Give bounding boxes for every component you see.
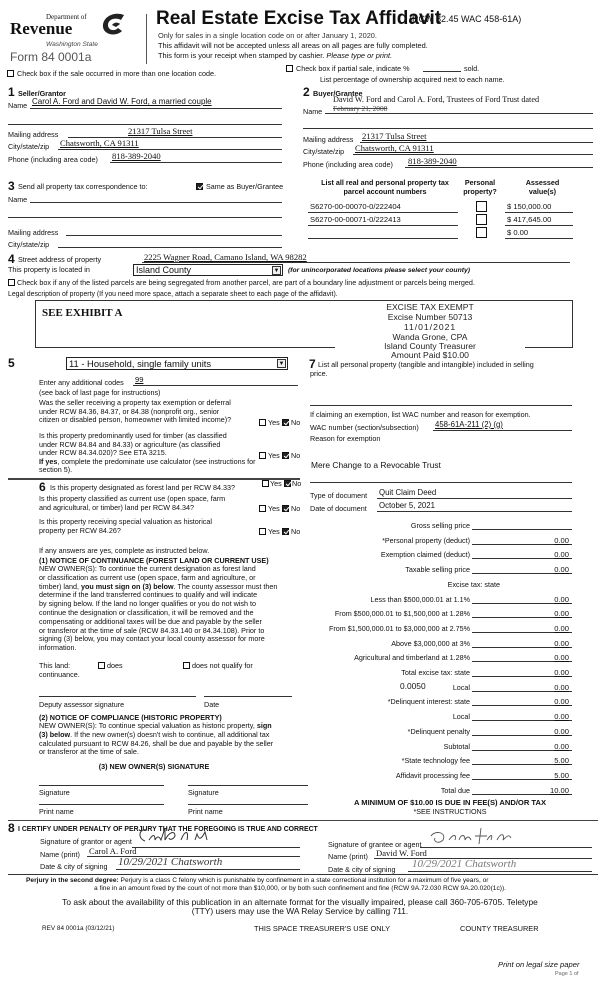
yes-label: Yes [270, 479, 282, 488]
subtitle-3 [158, 51, 392, 60]
personal-property-label: List all personal property (tangible and intangible) included in selling [318, 360, 534, 369]
grantee-date-field[interactable]: 10/29/2021 Chatsworth [412, 858, 517, 870]
buyer-name-field-2[interactable]: February 21, 2008 [333, 104, 388, 113]
parcel-number-field[interactable] [308, 238, 458, 239]
street-label: Street address of property [18, 255, 102, 264]
corr-name-field[interactable] [30, 202, 282, 203]
corr-mailing-label: Mailing address [8, 228, 59, 237]
buyer-city-label: City/state/zip [303, 147, 345, 156]
fee-label: Local [452, 682, 470, 692]
partial-sale-label: Check box if partial sale, indicate % [296, 64, 410, 73]
dor-logo-swirl-icon [98, 11, 128, 37]
print-name-label: Print name [39, 807, 74, 816]
notice-line: determine if the land transferred continues to qualify and will indicate [39, 590, 258, 600]
accessibility-line-1: To ask about the availability of this publication in an alternate format for the visually impaired, please call 360-705-6705. Teletype [62, 897, 538, 907]
buyer-mailing-field[interactable]: 21317 Tulsa Street [362, 131, 427, 141]
q-historical [39, 518, 212, 535]
page-number: Page 1 of [555, 971, 579, 977]
use-code-select[interactable] [66, 357, 288, 370]
fee-label: *Delinquent interest: state [387, 697, 470, 707]
multi-location-label: Check box if the sale occurred in more than one location code. [17, 69, 216, 78]
stamp-line: Excise Number 50713 [387, 312, 473, 322]
logo-state: Washington State [46, 41, 98, 48]
stamp-line: Wanda Grone, CPA [392, 332, 468, 342]
forest-yes-checkbox[interactable] [262, 480, 269, 487]
wac-field[interactable]: 458-61A-211 (2) (g) [435, 420, 503, 429]
q-line: Is this property receiving special valuation as historical [39, 517, 212, 526]
buyer-name-line [325, 113, 593, 114]
doc-date-line [377, 511, 572, 512]
buyer-city-field[interactable]: Chatsworth, CA 91311 [355, 143, 434, 153]
notice-line: signing (3) below, you may contact your local county assessor for more [39, 634, 265, 644]
subtitle-3-text: This form is your receipt when stamped by cashier. [158, 51, 325, 60]
buyer-mailing-label: Mailing address [303, 135, 354, 144]
same-as-buyer-label: Same as Buyer/Grantee [206, 182, 284, 191]
section-1-number: 1 [8, 85, 15, 99]
buyer-phone-label: Phone (including area code) [303, 160, 393, 169]
personal-property-header: Personal property? [463, 178, 497, 196]
parcel-number-line [308, 225, 458, 226]
street-field[interactable]: 2225 Wagner Road, Camano Island, WA 98282 [144, 252, 307, 262]
no-label: No [291, 418, 301, 427]
owner-print-name-field-1[interactable] [39, 804, 164, 805]
partial-percent-field[interactable] [423, 71, 461, 72]
fee-label: Above $3,000,000 at 3% [391, 638, 470, 648]
notice-line: by signing below. If the land no longer qualifies or you do not wish to [39, 599, 256, 609]
tax-exemption-no-checkbox[interactable] [282, 419, 289, 426]
grantee-date-line [408, 871, 592, 872]
exemption-label: If claiming an exemption, list WAC number and reason for exemption. [310, 410, 531, 419]
assessed-value-field[interactable]: $ 150,000.00 [507, 202, 552, 211]
certify-statement: I CERTIFY UNDER PENALTY OF PERJURY THAT THE FOREGOING IS TRUE AND CORRECT [18, 826, 318, 833]
fee-label: Excise tax: state [447, 579, 500, 589]
deputy-date-field[interactable] [204, 696, 292, 697]
section-divider [8, 478, 300, 480]
assessed-value-field[interactable]: $ 0.00 [507, 228, 529, 237]
notice-text: NEW OWNER(S): To continue special valuation as historic property, [39, 721, 257, 730]
assessed-value-header: Assessed value(s) [525, 178, 560, 196]
notice-line: or classification as current use (open space, farm and agriculture, or [39, 572, 256, 582]
if-yes-text: , complete the predominate use calculator (see instructions for [57, 456, 256, 466]
historical-yes-checkbox[interactable] [259, 528, 266, 535]
deputy-date-label: Date [204, 700, 220, 709]
fee-value-field[interactable]: 0.00 [554, 653, 569, 663]
fee-value-field[interactable]: 5.00 [554, 756, 569, 766]
partial-sale-suffix: sold. [464, 64, 480, 73]
legal-size-note: Print on legal size paper [498, 960, 580, 969]
personal-property-checkbox[interactable] [476, 201, 487, 212]
no-label: No [292, 479, 302, 488]
owner-print-name-field-2[interactable] [188, 804, 308, 805]
grantor-signature-label: Signature of grantor or agent [40, 837, 132, 846]
no-label: No [291, 504, 301, 513]
footer-divider [8, 874, 598, 875]
buyer-city-line [353, 154, 593, 155]
grantee-name-field[interactable]: David W. Ford [376, 848, 427, 858]
section-5-number: 5 [8, 356, 15, 370]
notice-line: compensating or additional taxes will be due and payable by the seller [39, 616, 262, 626]
buyer-phone-field[interactable]: 818-389-2040 [408, 156, 457, 166]
segregated-label: Check box if any of the listed parcels are being segregated from another parcel, are part of a boundary line adjustment or parcels being merged. [17, 278, 475, 287]
form-title-ref: (RCW 82.45 WAC 458-61A) [409, 14, 522, 24]
legal-label: Legal description of property (If you need more space, attach a separate sheet to each page of the affidavit). [8, 291, 338, 298]
multi-location-checkbox[interactable] [7, 70, 14, 77]
notice-line: or transferor at the time of sale. [39, 747, 139, 757]
correspondence-label: Send all property tax correspondence to: [18, 182, 148, 191]
q-line: under RCW 84.84 and 84.33) or agriculture (as classified [39, 439, 221, 449]
revision-number: REV 84 0001a (03/12/21) [42, 925, 115, 932]
seller-city-label: City/state/zip [8, 142, 50, 151]
fee-label: Less than $500,000.01 at 1.1% [370, 594, 470, 604]
ownership-note: List percentage of ownership acquired next to each name. [320, 75, 505, 84]
chevron-down-icon: ▼ [273, 268, 280, 274]
located-label: This property is located in [8, 265, 90, 274]
fee-value-field[interactable]: 0.00 [554, 726, 569, 736]
corr-name-line-2[interactable] [8, 217, 282, 218]
doc-type-label: Type of document [310, 491, 368, 500]
same-as-buyer-checkbox[interactable] [196, 183, 203, 190]
fee-value-field[interactable]: 0.00 [554, 638, 569, 648]
tax-exemption-yes-checkbox[interactable] [259, 419, 266, 426]
no-label: No [291, 451, 301, 460]
partial-sale-checkbox[interactable] [286, 65, 293, 72]
fee-label: Total excise tax: state [401, 668, 470, 677]
section-3-number: 3 [8, 179, 15, 193]
if-any-note: If any answers are yes, complete as instructed below. [39, 546, 210, 555]
seller-name-line-2 [8, 124, 282, 125]
q-line: Is this property classified as current use (open space, farm [39, 494, 226, 503]
seller-name-field[interactable]: Carol A. Ford and David W. Ford, a married couple [32, 97, 212, 106]
forest-no-checkbox[interactable] [284, 480, 291, 487]
notice-line: information. [39, 643, 77, 653]
fee-value-field[interactable]: 0.00 [554, 565, 569, 575]
fee-label: Agricultural and timberland at 1.28% [354, 653, 470, 663]
personal-property-label-2: price. [310, 369, 328, 378]
grantor-date-line [116, 869, 300, 870]
section-6-number: 6 [39, 480, 46, 494]
seller-phone-line [110, 162, 282, 163]
local-rate: 0.0050 [400, 680, 426, 691]
fee-label: Local [452, 712, 470, 722]
fee-label: Subtotal [443, 741, 470, 751]
corr-mailing-field[interactable] [66, 235, 282, 236]
q-line: section 5). [39, 465, 73, 474]
personal-property-checkbox[interactable] [476, 214, 487, 225]
continuance-label: continuance. [39, 670, 80, 679]
section-7-number: 7 [309, 357, 316, 371]
personal-property-field[interactable] [310, 405, 572, 406]
yes-label: Yes [268, 527, 280, 536]
header-divider [146, 14, 147, 64]
corr-name-label: Name [8, 195, 28, 204]
notice-bold: you must sign on (3) below [80, 581, 174, 591]
fee-label: From $500,000.01 to $1,500,000 at 1.28% [334, 609, 470, 619]
additional-codes-label: Enter any additional codes [39, 378, 124, 387]
seller-heading: Seller/Grantor [18, 89, 66, 98]
grantor-signature-line [132, 847, 300, 848]
owner-signature-field-2[interactable] [188, 785, 308, 786]
parcel-header: List all real and personal property tax parcel account numbers [321, 178, 449, 196]
notice-line: continue the designation or classification, it will be removed and the [39, 607, 254, 617]
fee-label: *Personal property (deduct) [382, 535, 470, 545]
deputy-signature-field[interactable] [39, 696, 196, 697]
seller-name-line [30, 108, 282, 109]
timber-no-checkbox[interactable] [282, 452, 289, 459]
does-qualify-checkbox[interactable] [98, 662, 105, 669]
reason-label: Reason for exemption [310, 434, 381, 443]
grantor-signature[interactable] [135, 826, 225, 846]
seller-phone-label: Phone (including area code) [8, 155, 98, 164]
fee-value-field[interactable]: 0.00 [554, 623, 569, 633]
if-yes-bold: If yes [39, 456, 58, 466]
notice-text: . The county assessor must then [173, 581, 278, 591]
grantor-date-field[interactable]: 10/29/2021 Chatsworth [118, 856, 223, 868]
does-not-qualify-checkbox[interactable] [183, 662, 190, 669]
grantor-name-label: Name (print) [40, 850, 80, 859]
corr-city-field[interactable] [58, 247, 282, 248]
signature-label: Signature [39, 788, 70, 797]
fee-label: Exemption claimed (deduct) [380, 550, 470, 560]
buyer-phone-line [405, 167, 593, 168]
fee-value-field[interactable]: 5.00 [554, 770, 569, 780]
grantee-signature-line [420, 847, 592, 848]
q-line: citizen or disabled person, homeowner with limited income)? [39, 415, 232, 424]
no-label: No [291, 527, 301, 536]
notice-text: . If the new owner(s) doesn't wish to continue, all additional tax [70, 729, 270, 739]
assessed-value-line [505, 238, 573, 239]
grantee-name-label: Name (print) [328, 852, 368, 861]
fee-label: Taxable selling price [405, 565, 470, 575]
personal-property-checkbox[interactable] [476, 227, 487, 238]
grantee-signature[interactable] [425, 826, 525, 848]
yes-label: Yes [268, 451, 280, 460]
stamp-line: 11/01/2021 [403, 322, 457, 332]
parcel-number-field[interactable]: S6270-00-00071-0/222413 [310, 215, 401, 224]
fee-value-field[interactable]: 0.00 [554, 712, 569, 722]
q-line: Was the seller receiving a property tax exemption or deferral [39, 398, 231, 407]
segregated-checkbox[interactable] [8, 279, 15, 286]
reason-field[interactable]: Mere Change to a Revocable Trust [311, 460, 441, 470]
fee-label: Gross selling price [410, 521, 470, 530]
does-label: does [107, 661, 123, 670]
notice-continuance-title: (1) NOTICE OF CONTINUANCE (FOREST LAND OR CURRENT USE) [39, 556, 269, 565]
street-line [142, 262, 570, 263]
stamp-line: EXCISE TAX EXEMPT [386, 302, 474, 312]
doc-type-field[interactable]: Quit Claim Deed [379, 488, 437, 497]
notice-bold: (3) below [39, 729, 71, 739]
fee-value-field[interactable]: 0.00 [554, 609, 569, 619]
additional-codes-line [133, 385, 298, 386]
stamp-line: Amount Paid $10.00 [391, 350, 469, 360]
assessed-value-field[interactable]: $ 417,645.00 [507, 215, 552, 224]
q-line: and agricultural, or timber) land per RCW 84.34? [39, 502, 195, 512]
see-back-note: (see back of last page for instructions) [39, 388, 161, 397]
county-note: (for unincorporated locations please select your county) [288, 267, 471, 274]
grantor-date-label: Date & city of signing [40, 862, 108, 871]
legal-description: SEE EXHIBIT A [42, 307, 123, 319]
fee-label: *State technology fee [401, 756, 470, 766]
parcel-number-field[interactable]: S6270-00-00070-0/222404 [310, 202, 401, 211]
timber-yes-checkbox[interactable] [259, 452, 266, 459]
owner-signature-field-1[interactable] [39, 785, 164, 786]
buyer-name-field[interactable]: David W. Ford and Carol A. Ford, Trustees of Ford Trust dated [333, 95, 540, 104]
buyer-name-line-2 [303, 128, 593, 129]
section-8-number: 8 [8, 821, 15, 835]
q-forest-land: Is this property designated as forest land per RCW 84.33? [50, 483, 235, 492]
see-instructions: *SEE INSTRUCTIONS [413, 807, 487, 816]
q-line: property per RCW 84.26? [39, 525, 121, 535]
fee-label: *Delinquent penalty [407, 726, 470, 736]
fee-line [472, 529, 572, 530]
minimum-note: A MINIMUM OF $10.00 IS DUE IN FEE(S) AND/OR TAX [353, 798, 547, 807]
fee-value-field[interactable]: 0.00 [554, 697, 569, 707]
seller-city-field[interactable]: Chatsworth, CA 91311 [60, 138, 139, 148]
q-line: Is this property predominantly used for timber (as classified [39, 431, 227, 440]
current-use-yes-checkbox[interactable] [259, 505, 266, 512]
current-use-no-checkbox[interactable] [282, 505, 289, 512]
yes-label: Yes [268, 504, 280, 513]
q-current-use [39, 495, 225, 512]
historical-no-checkbox[interactable] [282, 528, 289, 535]
buyer-heading: Buyer/Grantee [313, 89, 363, 98]
notice-compliance-text [39, 722, 273, 757]
seller-name-label: Name [8, 101, 28, 110]
notice-compliance-title: (2) NOTICE OF COMPLIANCE (HISTORIC PROPERTY) [39, 713, 222, 722]
parcel-number-line [308, 212, 458, 213]
fee-value-field[interactable]: 0.00 [554, 741, 569, 751]
print-name-label: Print name [188, 807, 223, 816]
subtitle-3-italic: Please type or print. [326, 51, 393, 60]
chevron-down-icon: ▼ [278, 361, 285, 367]
wac-line [433, 430, 572, 431]
form-title: Real Estate Excise Tax Affidavit [156, 8, 442, 29]
fee-label: Affidavit processing fee [395, 770, 470, 780]
fee-value-field[interactable]: 0.00 [554, 682, 569, 692]
fee-value-field[interactable]: 0.00 [554, 668, 569, 677]
signature-label: Signature [188, 788, 219, 797]
new-owner-signature-title: (3) NEW OWNER(S) SIGNATURE [98, 762, 210, 771]
use-code-value: 11 - Household, single family units [69, 358, 212, 369]
does-not-label: does not qualify for [192, 661, 253, 670]
doc-date-label: Date of document [310, 504, 367, 513]
subtitle-1: Only for sales in a single location code on or after January 1, 2020. [158, 31, 377, 40]
logo-name: Revenue [10, 19, 73, 38]
doc-date-field[interactable]: October 5, 2021 [379, 501, 435, 510]
seller-mailing-label: Mailing address [8, 130, 59, 139]
county-select[interactable] [133, 264, 283, 276]
this-land-label: This land: [39, 661, 71, 670]
notice-bold: sign [256, 721, 272, 730]
assessed-value-line [505, 225, 573, 226]
county-select-value: Island County [136, 265, 192, 275]
reason-line [310, 482, 572, 483]
notice-text: timber) land, [39, 581, 81, 591]
yes-label: Yes [268, 418, 280, 427]
subtitle-2: This affidavit will not be accepted unless all areas on all pages are fully completed. [158, 41, 428, 50]
fee-value-field[interactable]: 0.00 [554, 535, 569, 545]
accessibility-line-2: (TTY) users may use the WA Relay Service by calling 711. [191, 906, 409, 916]
fee-value-field[interactable]: 10.00 [549, 785, 569, 795]
assessed-value-line [505, 212, 573, 213]
perjury-text: Perjury is a class C felony which is punishable by confinement in a state correctional institution for a maximum of five years, or [118, 877, 489, 884]
grantee-date-label: Date & city of signing [328, 865, 396, 874]
notice-line: or transferor at the time of sale (RCW 84.33.140 or 84.34.108). Prior to [39, 625, 265, 635]
buyer-name-label: Name [303, 107, 323, 116]
fee-value-field[interactable]: 0.00 [554, 594, 569, 604]
seller-phone-field[interactable]: 818-389-2040 [112, 151, 161, 161]
q-timber [39, 432, 256, 475]
seller-mailing-field[interactable]: 21317 Tulsa Street [128, 126, 193, 136]
stamp-line: Island County Treasurer [384, 341, 476, 351]
logo-dept: Department of [46, 13, 87, 21]
additional-codes-field[interactable]: 99 [135, 375, 144, 384]
notice-line: NEW OWNER(S): To continue the current designation as forest land [39, 564, 256, 573]
doc-type-line [377, 498, 572, 499]
deputy-signature-label: Deputy assessor signature [39, 700, 125, 709]
fee-label: From $1,500,000.01 to $3,000,000 at 2.75% [328, 623, 470, 633]
county-treasurer-label: COUNTY TREASURER [460, 924, 539, 933]
section-8-divider [8, 820, 598, 821]
perjury-bold: Perjury in the second degree: [26, 877, 119, 884]
q-tax-exemption [39, 399, 231, 425]
wac-label: WAC number (section/subsection) [310, 423, 419, 432]
grantor-name-field[interactable]: Carol A. Ford [89, 846, 137, 856]
form-number: Form 84 0001a [10, 50, 92, 64]
section-4-number: 4 [8, 252, 15, 266]
grantee-signature-label: Signature of grantee or agent [328, 840, 422, 849]
notice-line: calculated pursuant to RCW 84.26, shall be due and payable by the seller [39, 738, 274, 748]
fee-value-field[interactable]: 0.00 [554, 550, 569, 560]
treasurer-use-label: THIS SPACE TREASURER'S USE ONLY [254, 924, 391, 933]
notice-continuance-text [39, 565, 277, 653]
perjury-line-2: a fine in an amount fixed by the court of not more than $10,000, or by both such confinement and fine (RCW 9A.72.030 RCW 9A.20.020(1c)). [94, 885, 506, 892]
section-2-number: 2 [303, 85, 310, 99]
seller-city-line [58, 149, 282, 150]
q-line: under RCW 84.34.020)? See ETA 3215. [39, 448, 167, 457]
q-line: under RCW 84.36, 84.37, or 84.38 (nonprofit org., senior [39, 406, 220, 416]
fee-label: Total due [440, 785, 470, 795]
corr-city-label: City/state/zip [8, 240, 50, 249]
